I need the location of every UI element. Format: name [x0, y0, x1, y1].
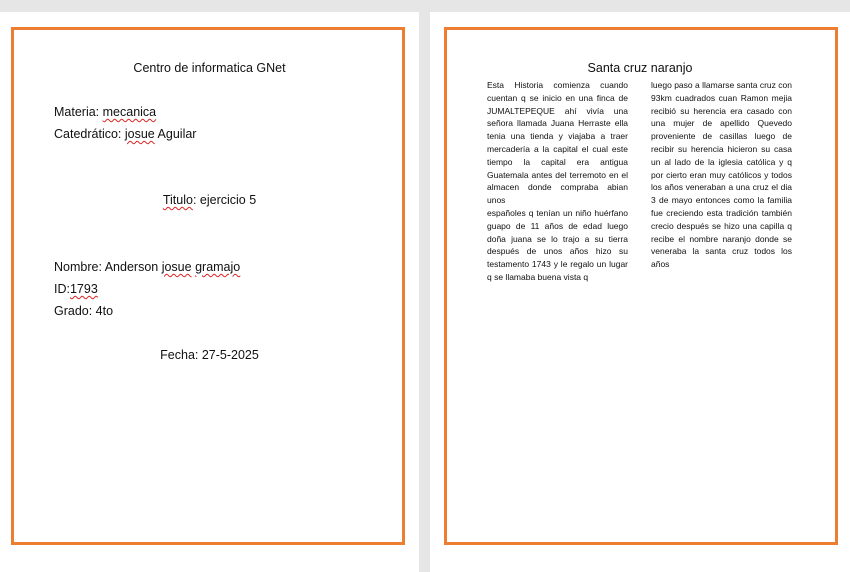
catedratico-first: josue — [124, 127, 155, 141]
story-title: Santa cruz naranjo — [587, 61, 693, 75]
titulo-value: : ejercicio 5 — [192, 193, 257, 207]
nombre-line — [54, 260, 240, 274]
story-page — [430, 12, 850, 572]
story-paragraph-3: luego paso a llamarse santa cruz con 93km cuadrados cuan Ramon mejia recibió su herencia era casado con una mujer de apellido Quevedo proveniente de casillas luego de recibir su herencia hicieron su casa un al lado de la iglesia católica y q por cierto eran muy católicos y todos los años veneraban a una cruz el dia 3 de mayo entonces como la familia fue creciendo esta tradición también crecio después se hizo una capilla q recibe el nombre naranjo donde se veneraba la santa cruz todos los años — [651, 80, 792, 270]
id-label: ID: — [54, 282, 70, 296]
story-paragraph-1: Esta Historia comienza cuando cuentan q se inicio en una finca de JUMALTEPEQUE ahí vivía una señora llamada Juana Herraste ella tenia una tienda y viajaba a traer mercadería a la capital el cual este tiempo la capital era antigua Guatemala antes del terremoto en el almacen donde compraba abian unos — [487, 80, 628, 206]
school-name: Centro de informatica GNet — [133, 61, 286, 75]
materia-value: mecanica — [102, 105, 157, 119]
nombre-gramajo: gramajo — [195, 260, 241, 274]
titulo-line — [0, 193, 419, 207]
catedratico-last: Aguilar — [154, 127, 197, 141]
cover-page — [0, 12, 419, 572]
id-line — [54, 282, 98, 296]
nombre-label: Nombre: Anderson — [54, 260, 162, 274]
catedratico-line — [54, 127, 196, 141]
titulo-label: Titulo — [162, 193, 193, 207]
fecha-line: Fecha: 27-5-2025 — [160, 348, 259, 362]
story-paragraph-2: españoles q tenían un niño huérfano guapo de 11 años de edad luego doña juana se lo trajo a su tierra después de unos años hizo su testamento 1743 y le regalo un lugar q se llamaba buena vista q — [487, 207, 628, 282]
catedratico-label: Catedrático: — [54, 127, 125, 141]
story-column-right — [651, 79, 792, 271]
grado-line: Grado: 4to — [54, 304, 114, 318]
id-value: 1793 — [69, 282, 98, 296]
materia-label: Materia: — [54, 105, 103, 119]
story-column-left — [487, 79, 628, 284]
materia-line — [54, 105, 156, 119]
nombre-josue: josue — [161, 260, 192, 274]
